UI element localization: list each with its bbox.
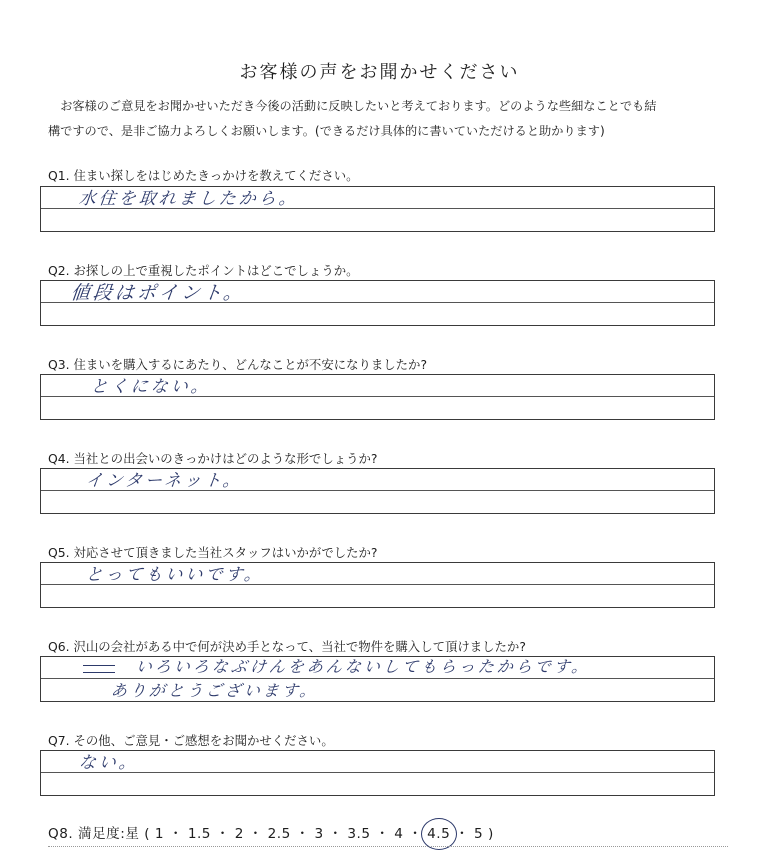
satisfaction-option-4-5[interactable]: 4.5 (427, 826, 450, 842)
page-title: お客様の声をお聞かせください (239, 62, 520, 83)
satisfaction-row (48, 822, 494, 842)
satisfaction-option-3-5[interactable]: 3.5 (347, 826, 371, 842)
answer-4-text: インターネット。 (84, 471, 244, 491)
satisfaction-option-1[interactable]: 1 (154, 826, 165, 842)
satisfaction-option-1-5[interactable]: 1.5 (187, 826, 211, 842)
question-5-label: Q5. 対応させて頂きました当社スタッフはいかがでしたか? (48, 545, 378, 560)
answer-3-text: とくにない。 (89, 377, 212, 397)
question-7-label: Q7. その他、ご意見・ご感想をお聞かせください。 (48, 733, 334, 748)
answer-box-6[interactable] (40, 656, 715, 702)
satisfaction-separator: ・ (370, 826, 395, 842)
satisfaction-option-5[interactable]: 5 (474, 826, 484, 842)
satisfaction-separator: ・ (210, 826, 235, 842)
satisfaction-options (155, 826, 488, 842)
satisfaction-close: ) (488, 826, 494, 842)
satisfaction-separator: ・ (290, 826, 315, 842)
intro-line-1: お客様のご意見をお聞かせいただき今後の活動に反映したいと考えております。どのような些細なことでも結 (60, 99, 657, 113)
answer-2-text: 値段はポイント。 (69, 282, 247, 304)
answer-1-text: 水住を取れましたから。 (77, 189, 300, 209)
question-6-label: Q6. 沢山の会社がある中で何が決め手となって、当社で物件を購入して頂けましたか? (48, 639, 526, 654)
answer-7-text: ない。 (77, 753, 140, 773)
answer-box-3[interactable] (40, 374, 715, 420)
answer-box-4[interactable] (40, 468, 715, 514)
question-1-label: Q1. 住まい探しをはじめたきっかけを教えてください。 (48, 168, 359, 183)
answer-6-text-line-2: ありがとうございます。 (109, 681, 320, 700)
answer-5-text: とってもいいです。 (84, 565, 266, 585)
answer-6-text: いろいろなぶけんをあんないしてもらったからです。 (134, 657, 592, 676)
page-bottom-edge (48, 846, 728, 850)
intro-line-2: 構ですので、是非ご協力よろしくお願いします。(できるだけ具体的に書いていただけると助かります) (48, 124, 605, 138)
satisfaction-separator: ・ (403, 826, 428, 842)
intro-text (48, 94, 724, 144)
satisfaction-separator: ・ (450, 826, 475, 842)
answer-box-2[interactable] (40, 280, 715, 326)
answer-box-5[interactable] (40, 562, 715, 608)
satisfaction-option-2-5[interactable]: 2.5 (267, 826, 291, 842)
satisfaction-option-3[interactable]: 3 (314, 826, 324, 842)
satisfaction-separator: ・ (164, 826, 188, 842)
strikethrough-mark (83, 665, 115, 673)
satisfaction-option-4[interactable]: 4 (394, 826, 404, 842)
answer-box-7[interactable] (40, 750, 715, 796)
answer-box-1[interactable] (40, 186, 715, 232)
question-2-label: Q2. お探しの上で重視したポイントはどこでしょうか。 (48, 263, 359, 278)
satisfaction-separator: ・ (323, 826, 348, 842)
satisfaction-label: Q8. 満足度:星 ( (48, 826, 151, 842)
satisfaction-option-2[interactable]: 2 (234, 826, 244, 842)
satisfaction-separator: ・ (243, 826, 268, 842)
question-4-label: Q4. 当社との出会いのきっかけはどのような形でしょうか? (48, 451, 378, 466)
question-3-label: Q3. 住まいを購入するにあたり、どんなことが不安になりましたか? (48, 357, 428, 372)
